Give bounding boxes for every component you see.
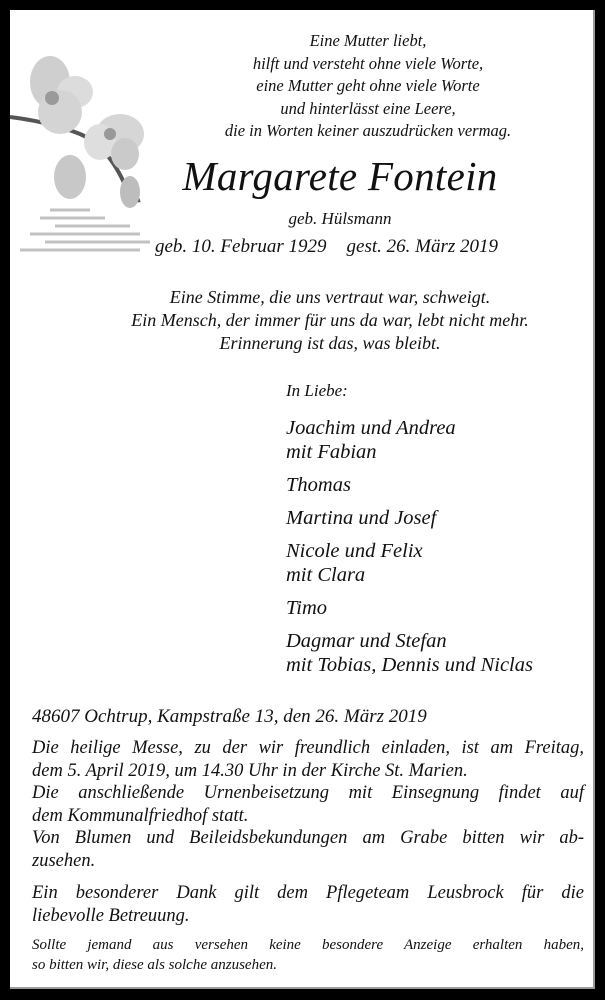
life-dates	[155, 236, 545, 258]
motto-line: die in Worten keiner auszudrücken vermag.	[224, 121, 512, 140]
orchid-flower-reflection-icon	[10, 42, 160, 262]
service-line: Die anschließende Urnenbeisetzung mit Einsegnung findet auf	[32, 783, 584, 803]
motto-line: hilft und versteht ohne viele Worte,	[252, 53, 484, 73]
mourner-group	[286, 473, 596, 497]
note-line: so bitten wir, diese als solche anzusehen.	[32, 957, 277, 973]
motto-line: Eine Mutter liebt,	[309, 31, 427, 50]
mourner-names: Timo	[286, 597, 328, 619]
mourner-names: Joachim und Andrea	[286, 417, 456, 439]
service-information	[32, 737, 584, 872]
mourners-list	[286, 380, 596, 686]
address-and-date: 48607 Ochtrup, Kampstraße 13, den 26. März 2019	[32, 706, 427, 727]
thanks-message	[32, 882, 584, 927]
verse-line: Ein Mensch, der immer für uns da war, lebt nicht mehr.	[131, 310, 529, 330]
mourner-names: Thomas	[286, 474, 351, 496]
memorial-verse	[80, 286, 580, 355]
mourner-children: mit Tobias, Dennis und Niclas	[286, 654, 533, 676]
thanks-line: Ein besonderer Dank gilt dem Pflegeteam Leusbrock für die	[32, 883, 584, 903]
deceased-name: Margarete Fontein	[182, 153, 498, 199]
verse-line: Erinnerung ist das, was bleibt.	[219, 333, 441, 353]
mourner-names: Martina und Josef	[286, 507, 437, 529]
service-line: zusehen.	[32, 850, 96, 871]
mourner-group	[286, 629, 596, 677]
maiden-name: geb. Hülsmann	[288, 209, 392, 228]
service-line: Von Blumen und Beileidsbekundungen am Grabe bitten wir ab-	[32, 828, 584, 848]
service-line: dem Kommunalfriedhof statt.	[32, 805, 249, 826]
service-line: Die heilige Messe, zu der wir freundlich einladen, ist am Freitag,	[32, 738, 584, 758]
verse-line: Eine Stimme, die uns vertraut war, schweigt.	[169, 287, 491, 307]
mourner-names: Nicole und Felix	[286, 540, 423, 562]
thanks-line: liebevolle Betreuung.	[32, 905, 190, 926]
mourner-names: Dagmar und Stefan	[286, 630, 447, 652]
mourners-intro: In Liebe:	[286, 381, 348, 400]
mourner-group	[286, 539, 596, 587]
mourner-children: mit Fabian	[286, 441, 377, 463]
mourner-group	[286, 596, 596, 620]
motto-line: eine Mutter geht ohne viele Worte	[256, 76, 480, 95]
note-line: Sollte jemand aus versehen keine besondere Anzeige erhalten haben,	[32, 937, 584, 953]
birth-date: geb. 10. Februar 1929	[155, 236, 327, 257]
notice-note	[32, 935, 584, 975]
mourner-group	[286, 416, 596, 464]
death-date: gest. 26. März 2019	[346, 236, 498, 257]
motto-poem	[158, 30, 578, 143]
mourner-children: mit Clara	[286, 564, 366, 586]
service-details	[32, 705, 584, 975]
mourner-group	[286, 506, 596, 530]
service-line: dem 5. April 2019, um 14.30 Uhr in der Kirche St. Marien.	[32, 760, 468, 781]
obituary-notice	[10, 10, 595, 989]
motto-line: und hinterlässt eine Leere,	[280, 98, 456, 118]
